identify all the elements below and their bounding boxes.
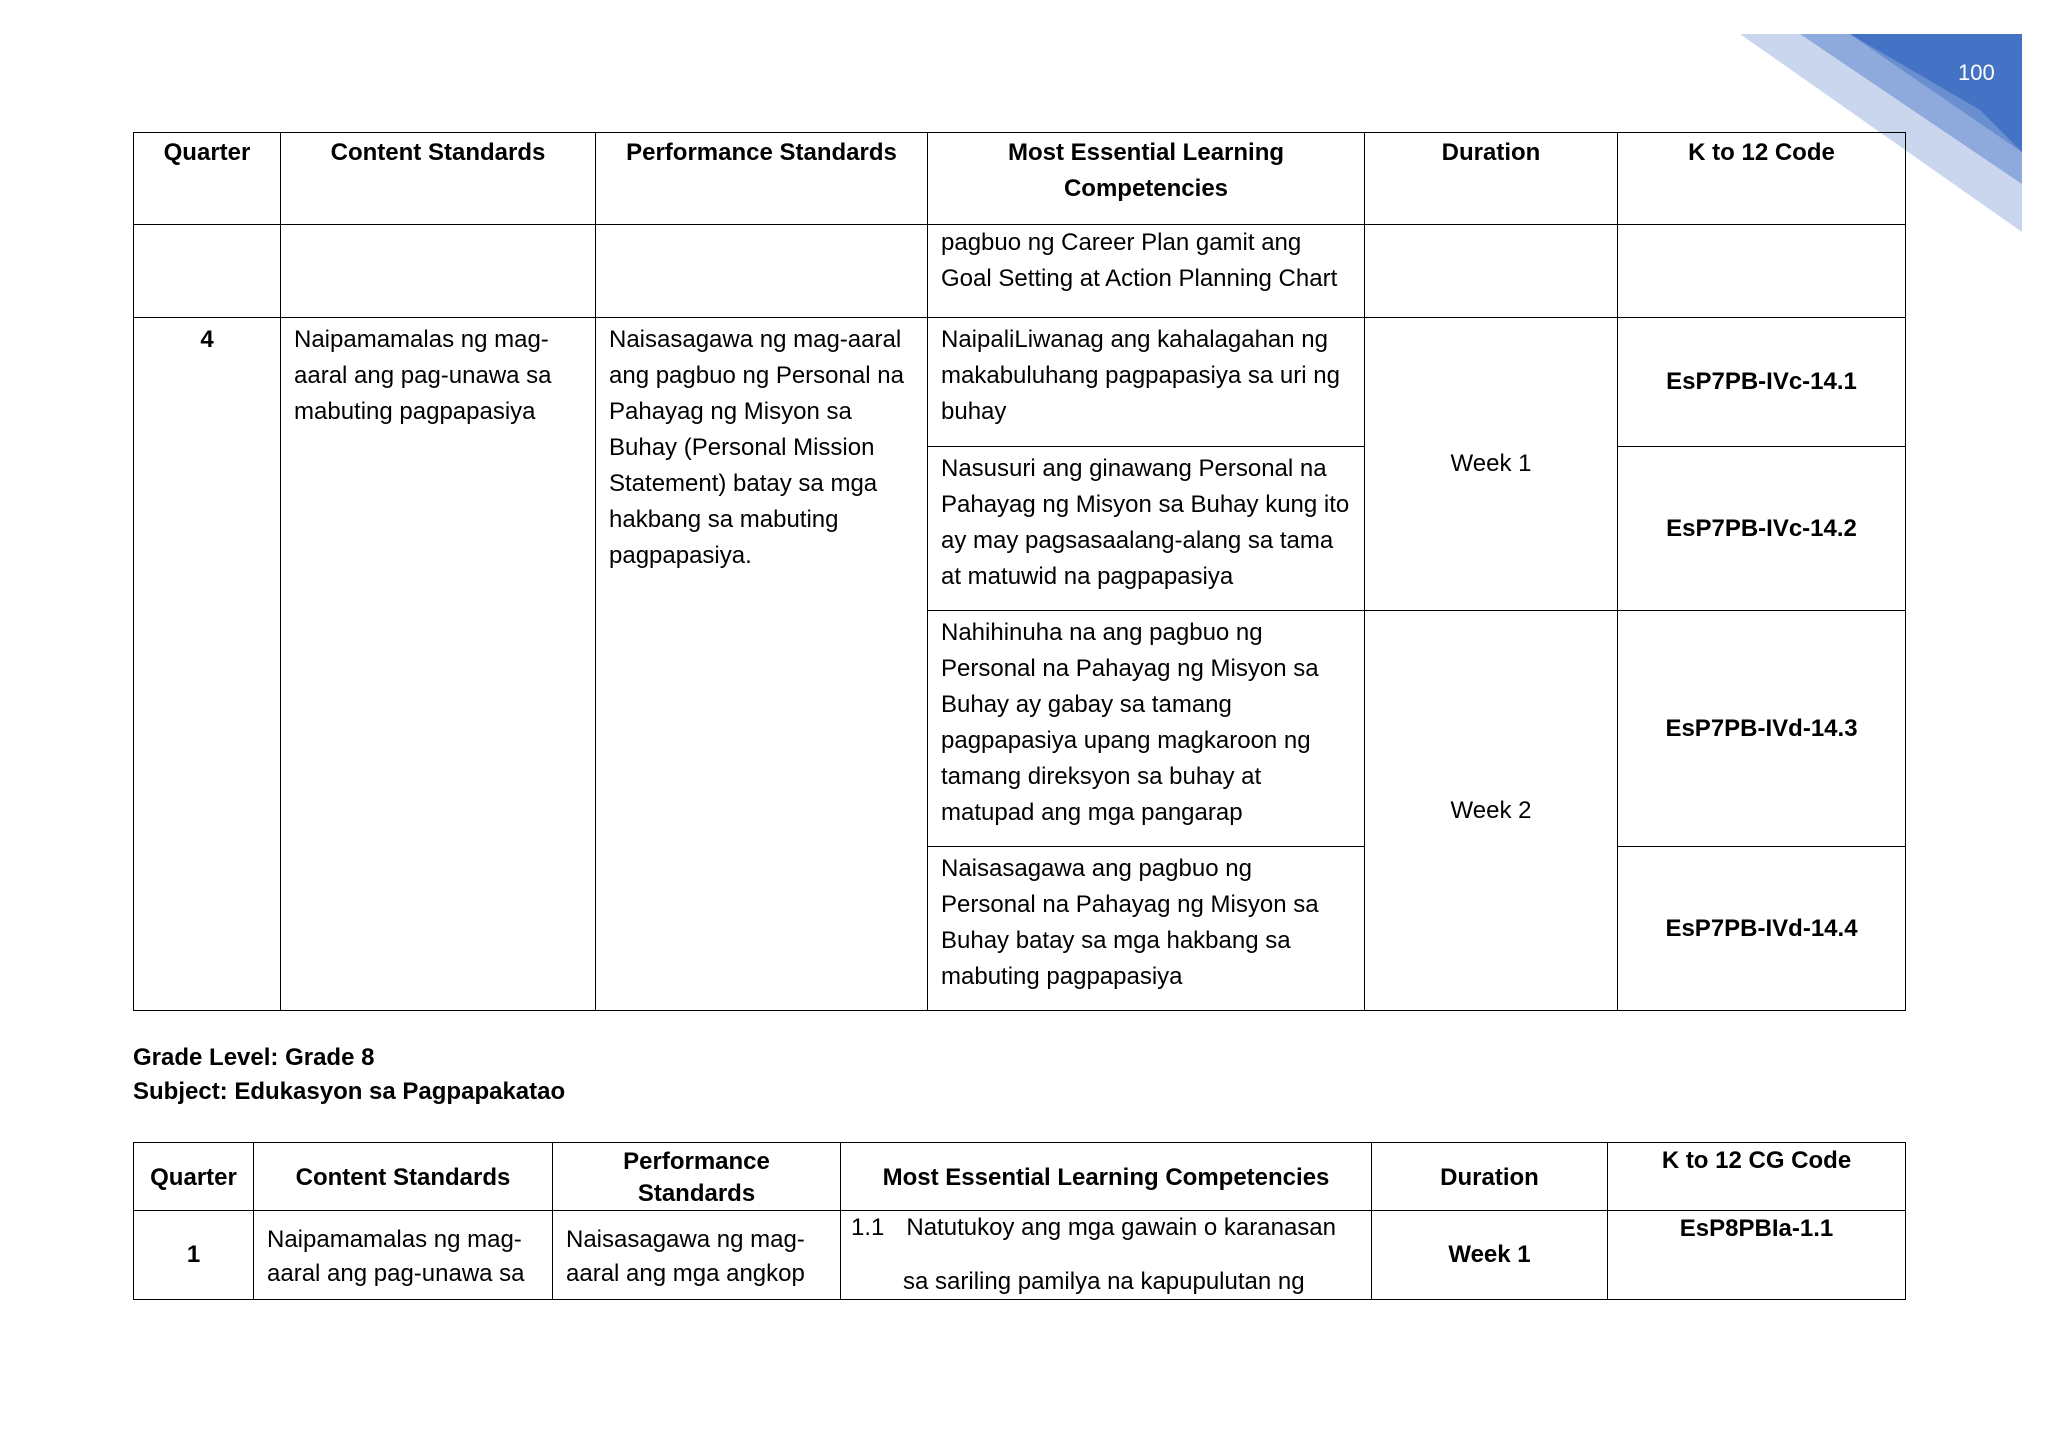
duration-cell: Week 2 — [1365, 611, 1618, 1011]
table-header-row — [134, 133, 1906, 225]
performance-standard-cell: Naisasagawa ng mag-aaral ang mga angkop — [553, 1211, 841, 1300]
melc-cell: Nasusuri ang ginawang Personal na Pahayag ng Misyon sa Buhay kung ito ay may pagsasaalang-alang sa tama at matuwid na pagpapasiya — [928, 447, 1365, 611]
header-content-standards: Content Standards — [254, 1143, 553, 1211]
header-melc: Most Essential Learning Competencies — [928, 133, 1365, 225]
table-row — [134, 225, 1906, 318]
empty-cell — [281, 225, 596, 318]
empty-cell — [134, 225, 281, 318]
header-melc: Most Essential Learning Competencies — [841, 1143, 1372, 1211]
header-quarter: Quarter — [134, 133, 281, 225]
header-code: K to 12 Code — [1618, 133, 1906, 225]
grade-level-label: Grade Level: Grade 8 — [133, 1044, 375, 1071]
table-row — [134, 318, 1906, 447]
duration-cell: Week 1 — [1372, 1211, 1608, 1300]
code-cell: EsP7PB-IVd-14.3 — [1618, 611, 1906, 847]
header-cg-code: K to 12 CG Code — [1608, 1143, 1906, 1211]
header-duration: Duration — [1372, 1143, 1608, 1211]
melc-cell: Nahihinuha na ang pagbuo ng Personal na Pahayag ng Misyon sa Buhay ay gabay sa tamang pagpapasiya upang magkaroon ng tamang direksyon sa buhay at matupad ang mga pangarap — [928, 611, 1365, 847]
header-performance-standards: Performance Standards — [553, 1143, 841, 1211]
header-performance-standards: Performance Standards — [596, 133, 928, 225]
melc-cell: NaipaliLiwanag ang kahalagahan ng makabuluhang pagpapasiya sa uri ng buhay — [928, 318, 1365, 447]
melc-text-line1: Natutukoy ang mga gawain o karanasan — [906, 1214, 1336, 1241]
empty-cell — [1618, 225, 1906, 318]
empty-cell — [1365, 225, 1618, 318]
quarter-cell: 4 — [134, 318, 281, 1011]
competency-table-grade7 — [133, 132, 1906, 1011]
subject-label: Subject: Edukasyon sa Pagpapakatao — [133, 1078, 566, 1105]
content-standard-cell: Naipamamalas ng mag-aaral ang pag-unawa sa — [254, 1211, 553, 1300]
table-header-row — [134, 1143, 1906, 1211]
competency-table-grade8 — [133, 1142, 1906, 1300]
code-cell: EsP7PB-IVd-14.4 — [1618, 847, 1906, 1011]
header-duration: Duration — [1365, 133, 1618, 225]
page-number: 100 — [1958, 60, 1995, 85]
header-quarter: Quarter — [134, 1143, 254, 1211]
quarter-cell: 1 — [134, 1211, 254, 1300]
empty-cell — [596, 225, 928, 318]
duration-cell: Week 1 — [1365, 318, 1618, 611]
header-content-standards: Content Standards — [281, 133, 596, 225]
melc-cell: Naisasagawa ang pagbuo ng Personal na Pahayag ng Misyon sa Buhay batay sa mga hakbang sa mabuting pagpapasiya — [928, 847, 1365, 1011]
code-cell: EsP8PBIa-1.1 — [1608, 1211, 1906, 1300]
melc-cell: pagbuo ng Career Plan gamit ang Goal Setting at Action Planning Chart — [928, 225, 1365, 318]
table-row — [134, 1211, 1906, 1300]
performance-standard-cell: Naisasagawa ng mag-aaral ang pagbuo ng Personal na Pahayag ng Misyon sa Buhay (Personal Mission Statement) batay sa mga hakbang sa mabuting pagpapasiya. — [596, 318, 928, 1011]
content-standard-cell: Naipamamalas ng mag-aaral ang pag-unawa sa mabuting pagpapasiya — [281, 318, 596, 1011]
melc-number: 1.1 — [851, 1214, 885, 1241]
melc-text-line2: sa sariling pamilya na kapupulutan ng — [903, 1268, 1305, 1295]
code-cell: EsP7PB-IVc-14.1 — [1618, 318, 1906, 447]
melc-cell — [841, 1211, 1372, 1300]
code-cell: EsP7PB-IVc-14.2 — [1618, 447, 1906, 611]
